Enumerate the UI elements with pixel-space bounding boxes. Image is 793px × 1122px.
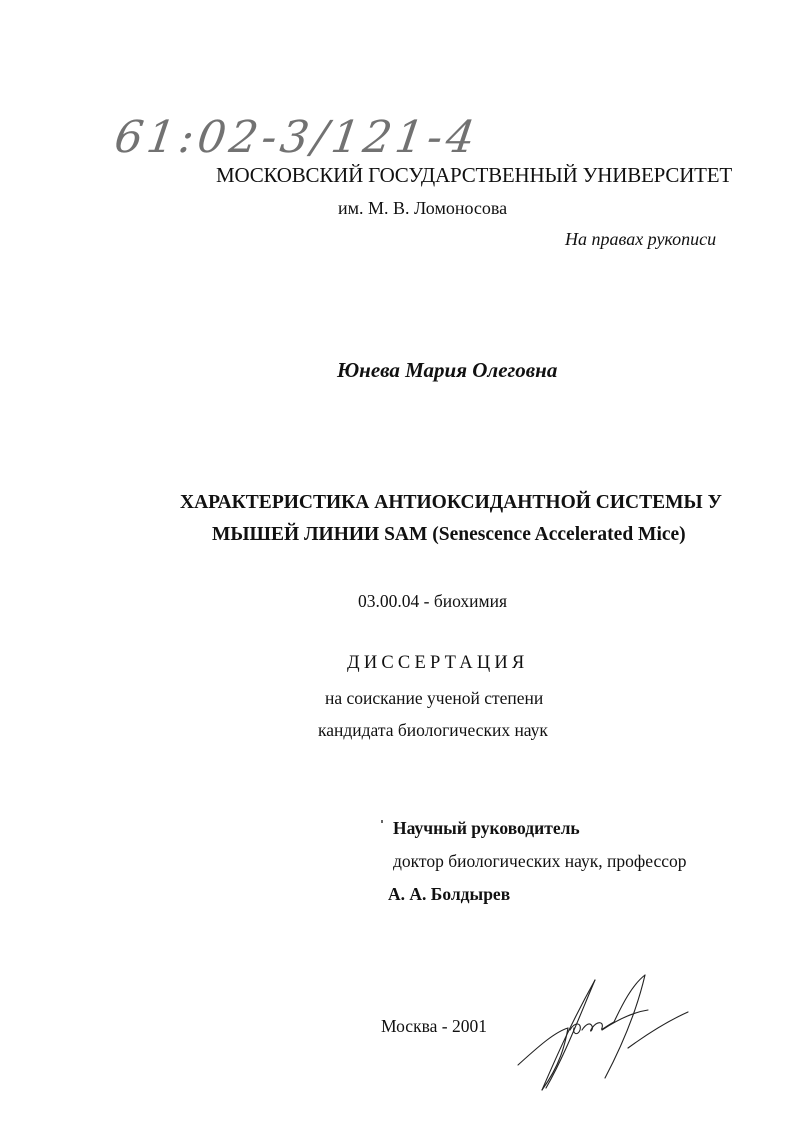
university-name: МОСКОВСКИЙ ГОСУДАРСТВЕННЫЙ УНИВЕРСИТЕТ <box>216 163 733 187</box>
university-named-after: им. М. В. Ломоносова <box>338 198 508 218</box>
handwritten-archive-code: 61:02-3/121-4 <box>111 112 482 163</box>
signature-icon <box>510 970 700 1095</box>
dissertation-title-line-1: ХАРАКТЕРИСТИКА АНТИОКСИДАНТНОЙ СИСТЕМЫ У <box>180 492 722 513</box>
work-type-heading: ДИССЕРТАЦИЯ <box>347 653 529 673</box>
manuscript-rights-note: На правах рукописи <box>565 229 717 249</box>
dissertation-title-line-2: МЫШЕЙ ЛИНИИ SAM (Senescence Accelerated Mice) <box>212 524 686 545</box>
scan-speck <box>381 820 383 823</box>
supervisor-heading: Научный руководитель <box>393 818 580 838</box>
city-year: Москва - 2001 <box>381 1016 487 1036</box>
author-name: Юнева Мария Олеговна <box>337 358 558 382</box>
supervisor-title: доктор биологических наук, профессор <box>393 851 687 871</box>
degree-line-1: на соискание ученой степени <box>325 688 544 708</box>
specialty-code: 03.00.04 - биохимия <box>358 591 508 611</box>
degree-line-2: кандидата биологических наук <box>318 720 548 740</box>
supervisor-name: А. А. Болдырев <box>388 884 511 904</box>
